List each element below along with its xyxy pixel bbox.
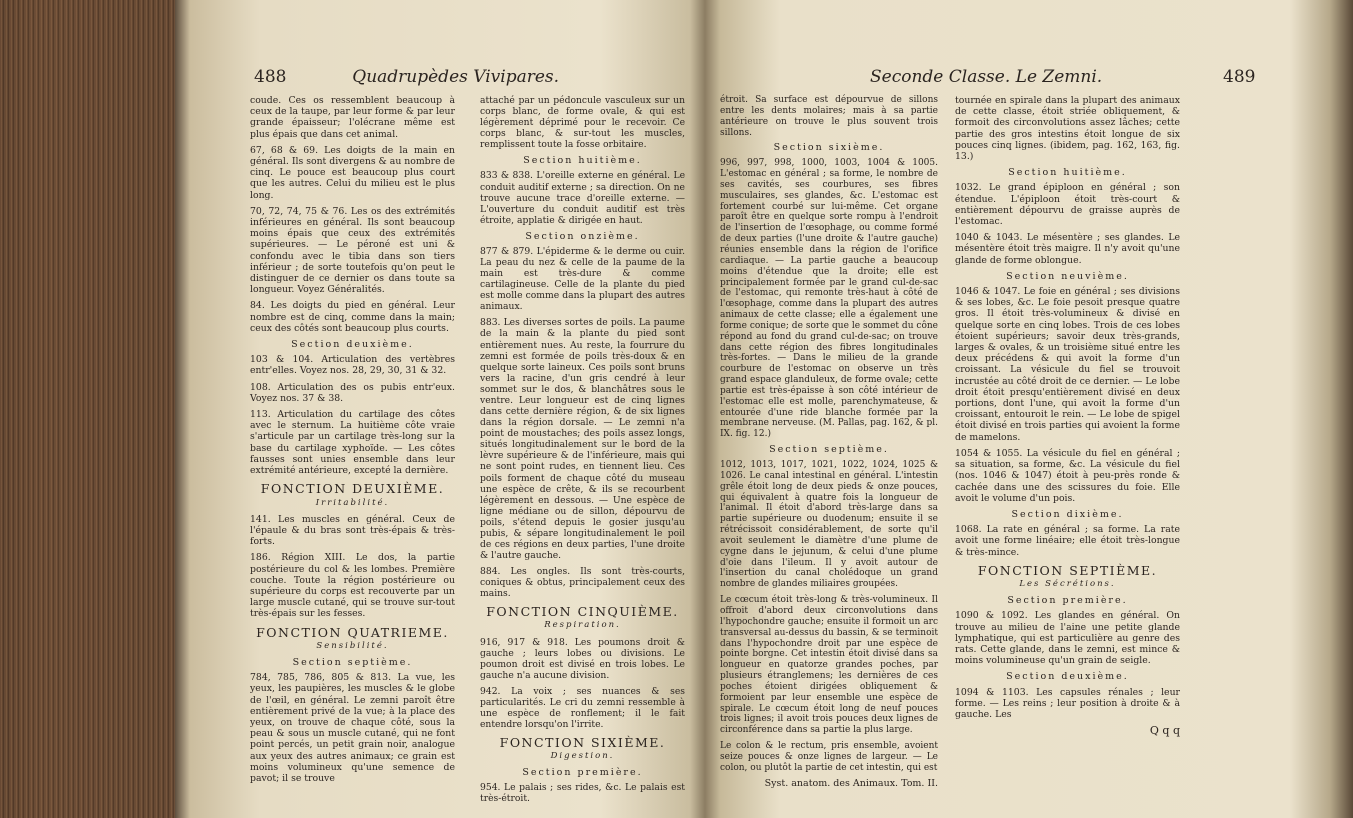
paragraph: tournée en spirale dans la plupart des animaux de cette classe, étoit striée obliquement, & formoit des circonvolutions assez lâches; cette partie des gros intestins étoit longue de six pouces cinq lignes. (ibidem, pag. 162, 163, fig. 13.) bbox=[955, 95, 1180, 163]
function-subheading: Respiration. bbox=[544, 620, 621, 631]
paragraph: 942. La voix ; ses nuances & ses particularités. Le cri du zemni ressemble à une espèce de ronflement; il le fait entendre lorsqu'on l'irrite. bbox=[480, 685, 685, 731]
paragraph: 108. Articulation des os pubis entr'eux. Voyez nos. 37 & 38. bbox=[250, 381, 455, 404]
function-heading: FONCTION QUATRIEME. bbox=[256, 624, 449, 640]
paragraph: 784, 785, 786, 805 & 813. La vue, les yeux, les paupières, les muscles & le globe de l'œil, en général. Le zemni paroît être entièrement privé de la vue; à la place des yeux, on trouve de chaque côté, sous la peau & sous un muscle cutané, qui ne font point percés, un petit grain noir, analogue aux yeux des autres animaux; ce grain est moins volumineux qu'une semence de pavot; il se trouve bbox=[250, 672, 455, 784]
function-subheading: Les Sécrétions. bbox=[1019, 578, 1116, 589]
page-footer: Syst. anatom. des Animaux. Tom. II. bbox=[764, 777, 938, 789]
paragraph: 996, 997, 998, 1000, 1003, 1004 & 1005. L'estomac en général ; sa forme, le nombre de ses cavités, ses courbures, ses fibres musculaires, ses glandes, &c. L'estomac est fortement courbé sur lui-même. Cet organe paroît être en quelque sorte rompu à l'endroit de l'insertion de l'œsophage, ou comme formé de deux parties (l'une droite & l'autre gauche) réunies ensemble dans la région de l'orifice cardiaque. — La partie gauche a beaucoup moins d'étendue que la droite; elle est principalement formée par le grand cul-de-sac de l'estomac, qui remonte très-haut à côté de l'œsophage, comme dans la plupart des autres animaux de cette classe; elle a également une forme conique; de sorte que le sommet du cône répond au fond du grand cul-de-sac; on trouve dans cette région des fibres longitudinales très-fortes. — Dans le milieu de la grande courbure de l'estomac on observe un très grand espace glanduleux, de forme ovale; cette partie est très-épaisse à son côté intérieur de l'estomac elle est molle, parenchymateuse, & entourée d'une ride blanche formée par la membrane nerveuse. (M. Pallas, pag. 162, & pl. IX. fig. 12.) bbox=[720, 158, 938, 440]
paragraph: Le colon & le rectum, pris ensemble, avoient seize pouces & onze lignes de largeur. — Le colon, ou plutôt la partie de cet intestin, qui est bbox=[720, 741, 938, 773]
paragraph: 1012, 1013, 1017, 1021, 1022, 1024, 1025 & 1026. Le canal intestinal en général. L'intestin grêle étoit long de deux pieds & onze pouces, qui équivalent à quatre fois la longueur de l'animal. Il étoit d'abord très-large dans sa partie supérieure ou duodenum; ensuite il se rétrécissoit considérablement, de sorte qu'il avoit seulement le diamètre d'une plume de cygne dans le jejunum, & celui d'une plume d'oie dans l'ileum. Il y avoit autour de l'insertion du canal cholédoque un grand nombre de glandes miliaires groupées. bbox=[720, 460, 938, 590]
paragraph: 1046 & 1047. Le foie en général ; ses divisions & ses lobes, &c. Le foie pesoit presque quatre gros. Il étoit très-volumineux & divisé en quelque sorte en cinq lobes. Trois de ces lobes étoient supérieurs; savoir deux très-grands, larges & ovales, & un troisième situé entre les deux précédens & qui avoit la forme d'un croissant. La vésicule du fiel se trouvoit incrustée au côté droit de ce dernier. — Le lobe droit étoit presqu'entièrement divisé en deux portions, dont l'une, qui avoit la forme d'un croissant, entouroit le rein. — Le lobe de spigel étoit divisé en trois parties qui avoient la forme de mamelons. bbox=[955, 286, 1180, 443]
paragraph: 1032. Le grand épiploon en général ; son étendue. L'épiploon étoit très-court & entièrement dépourvu de graisse auprès de l'estomac. bbox=[955, 182, 1180, 228]
function-heading: FONCTION SIXIÈME. bbox=[499, 735, 666, 751]
section-heading: Section septième. bbox=[769, 444, 889, 456]
right-column-1 bbox=[720, 95, 938, 789]
left-column-1 bbox=[250, 95, 455, 789]
function-heading: FONCTION CINQUIÈME. bbox=[486, 604, 679, 620]
section-heading: Section onzième. bbox=[525, 230, 640, 242]
function-subheading: Sensibilité. bbox=[316, 640, 389, 651]
paragraph: 877 & 879. L'épiderme & le derme ou cuir. La peau du nez & celle de la paume de la main est très-dure & comme cartilagineuse. Celle de la plante du pied est molle comme dans la plupart des autres animaux. bbox=[480, 245, 685, 313]
left-head-title: Quadrupèdes Vivipares. bbox=[352, 67, 560, 87]
paragraph: coude. Ces os ressemblent beaucoup à ceux de la taupe, par leur forme & par leur grande épaisseur; l'olécrane même est plus épais que dans cet animal. bbox=[250, 95, 455, 140]
paragraph: attaché par un pédoncule vasculeux sur un corps blanc, de forme ovale, & qui est légèrement déprimé pour le recevoir. Ce corps blanc, & sur-tout les muscles, remplissent toute la fosse orbitaire. bbox=[480, 95, 685, 151]
paragraph: 1040 & 1043. Le mésentère ; ses glandes. Le mésentère étoit très maigre. Il n'y avoit qu'une glande de forme oblongue. bbox=[955, 232, 1180, 266]
function-subheading: Digestion. bbox=[550, 751, 615, 762]
left-page-number: 488 bbox=[254, 67, 287, 87]
section-heading: Section huitième. bbox=[1008, 167, 1127, 179]
right-running-head bbox=[870, 67, 1256, 87]
paragraph: 833 & 838. L'oreille externe en général. Le conduit auditif externe ; sa direction. On ne trouve aucune trace d'oreille externe. — L'ouverture du conduit auditif est très étroite, applatie & dirigée en haut. bbox=[480, 170, 685, 226]
paragraph: 916, 917 & 918. Les poumons droit & gauche ; leurs lobes ou divisions. Le poumon droit est divisé en trois lobes. Le gauche n'a aucune division. bbox=[480, 636, 685, 681]
section-heading: Section première. bbox=[522, 767, 643, 779]
paragraph: 67, 68 & 69. Les doigts de la main en général. Ils sont divergens & au nombre de cinq. Le pouce est beaucoup plus court que les autres. Celui du milieu est le plus long. bbox=[250, 144, 455, 201]
paragraph: 103 & 104. Articulation des vertèbres entr'elles. Voyez nos. 28, 29, 30, 31 & 32. bbox=[250, 354, 455, 377]
section-heading: Section septième. bbox=[292, 656, 413, 668]
paragraph: 884. Les ongles. Ils sont très-courts, coniques & obtus, principalement ceux des mains. bbox=[480, 566, 685, 600]
paragraph: 1090 & 1092. Les glandes en général. On trouve au milieu de l'aine une petite glande lymphatique, qui est particulière au genre des rats. Cette glande, dans le zemni, est mince & moins volumineuse qu'un grain de seigle. bbox=[955, 610, 1180, 667]
section-heading: Section huitième. bbox=[523, 155, 642, 167]
book-page-edges bbox=[0, 0, 175, 818]
paragraph: étroit. Sa surface est dépourvue de sillons entre les dents molaires; mais à sa partie antérieure on trouve le plus souvent trois sillons. bbox=[720, 95, 938, 138]
paragraph: 1094 & 1103. Les capsules rénales ; leur forme. — Les reins ; leur position à droite & à gauche. Les bbox=[955, 686, 1180, 720]
right-head-title: Seconde Classe. Le Zemni. bbox=[870, 67, 1103, 87]
paragraph: 70, 72, 74, 75 & 76. Les os des extrémités inférieures en général. Ils sont beaucoup moins épais que ceux des extrémités supérieures. — Le péroné est uni & confondu avec le tibia dans son tiers inférieur ; de sorte toutefois qu'on peut le distinguer de ce dernier os dans toute sa longueur. Voyez Généralités. bbox=[250, 205, 455, 296]
paragraph: 186. Région XIII. Le dos, la partie postérieure du col & les lombes. Première couche. Toute la région postérieure ou supérieure du corps est recouverte par un large muscle cutané, qui se trouve sur-tout très-épais sur les fesses. bbox=[250, 552, 455, 620]
left-column-2 bbox=[480, 95, 685, 810]
right-page-number: 489 bbox=[1223, 67, 1256, 87]
paragraph: 954. Le palais ; ses rides, &c. Le palais est très-étroit. bbox=[480, 782, 685, 805]
right-column-2 bbox=[955, 95, 1180, 736]
section-heading: Section dixième. bbox=[1011, 508, 1124, 520]
function-heading: FONCTION SEPTIÈME. bbox=[977, 562, 1158, 578]
paragraph: 113. Articulation du cartilage des côtes avec le sternum. La huitième côte vraie s'articule par un cartilage très-long sur la base du cartilage xyphoïde. — Les côtes fausses sont unies ensemble dans leur extrémité antérieure, excepté la dernière. bbox=[250, 409, 455, 477]
left-running-head bbox=[254, 67, 560, 87]
paragraph: 1054 & 1055. La vésicule du fiel en général ; sa situation, sa forme, &c. La vésicule du fiel (nos. 1046 & 1047) étoit à peu-près ronde & cachée dans une des scissures du foie. Elle avoit le volume d'un pois. bbox=[955, 447, 1180, 504]
section-heading: Section première. bbox=[1007, 595, 1128, 607]
paragraph: Le cœcum étoit très-long & très-volumineux. Il offroit d'abord deux circonvolutions dans l'hypochondre gauche; ensuite il formoit un arc transversal au-dessus du bassin, & se terminoit dans l'hypochondre droit par une espèce de pointe borgne. Cet intestin étoit divisé dans sa longueur en quatorze grandes poches, par plusieurs étranglemens; les dernières de ces poches étoient dirigées obliquement & formoient par leur ensemble une espèce de spirale. Le cœcum étoit long de neuf pouces trois lignes; il avoit trois pouces deux lignes de circonférence dans sa partie la plus large. bbox=[720, 595, 938, 736]
section-heading: Section neuvième. bbox=[1006, 270, 1129, 282]
paragraph: 141. Les muscles en général. Ceux de l'épaule & du bras sont très-épais & très-forts. bbox=[250, 513, 455, 548]
paragraph: 84. Les doigts du pied en général. Leur nombre est de cinq, comme dans la main; ceux des côtés sont beaucoup plus courts. bbox=[250, 300, 455, 334]
paragraph: 1068. La rate en général ; sa forme. La rate avoit une forme linéaire; elle étoit très-longue & très-mince. bbox=[955, 524, 1180, 558]
paragraph: 883. Les diverses sortes de poils. La paume de la main & la plante du pied sont entièrement nues. Au reste, la fourrure du zemni est formée de poils très-doux & en quelque sorte laineux. Ces poils sont bruns vers la racine, d'un gris cendré à leur sommet sur le dos, & blanchâtres sous le ventre. Leur longueur est de cinq lignes dans cette dernière région, & de six lignes dans la région dorsale. — Le zemni n'a point de moustaches; des poils assez longs, situés longitudinalement sur le bord de la lèvre supérieure & de l'inférieure, mais qui ne sont point rudes, en tiennent lieu. Ces poils forment de chaque côté du museau une espèce de crête, & ils se recourbent légèrement en dessous. — Une espèce de ligne médiane ou de sillon, dépourvu de poils, s'étend depuis le gosier jusqu'au pubis, & sépare longitudinalement le poil de ces régions en deux parties, l'une droite & l'autre gauche. bbox=[480, 317, 685, 562]
function-heading: FONCTION DEUXIÈME. bbox=[260, 481, 445, 497]
signature-mark: Q q q bbox=[1149, 724, 1180, 738]
section-heading: Section deuxième. bbox=[291, 339, 414, 351]
section-heading: Section sixième. bbox=[773, 142, 885, 154]
function-subheading: Irritabilité. bbox=[315, 497, 390, 508]
section-heading: Section deuxième. bbox=[1006, 671, 1129, 683]
